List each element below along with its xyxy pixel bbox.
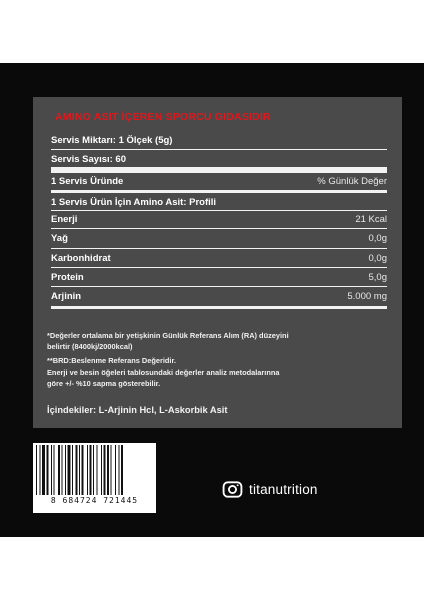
nutrient-row [51, 290, 387, 303]
footnote-line: *Değerler ortalama bir yetişkinin Günlük Referans Alım (RA) düzeyini [47, 331, 289, 340]
footnote-line: Enerji ve besin öğeleri tablosundaki değerler analiz metodalarınna [47, 368, 280, 377]
divider [51, 210, 387, 211]
profile-heading-row [51, 196, 387, 209]
per-serving-label: 1 Servis Üründe [51, 176, 124, 187]
divider-medium [51, 306, 387, 309]
footnote-line: göre +/- %10 sapma gösterebilir. [47, 379, 161, 388]
nutrition-panel [33, 97, 402, 428]
nutrient-value: 0,0g [368, 233, 387, 244]
footnote-ra [47, 330, 391, 352]
nutrient-row [51, 252, 387, 265]
ingredients: İçindekiler: L-Arjinin Hcl, L-Askorbik Asit [47, 405, 228, 415]
nutrient-row [51, 213, 387, 226]
serving-size: Servis Miktarı: 1 Ölçek (5g) [51, 135, 173, 146]
nutrient-name: Enerji [51, 214, 78, 225]
divider-medium [51, 190, 387, 193]
social-handle [222, 481, 318, 498]
nutrient-name: Protein [51, 272, 84, 283]
nutrient-value: 5,0g [368, 272, 387, 283]
divider [51, 248, 387, 249]
nutrient-name: Arjinin [51, 291, 82, 302]
footnote-line: belirtir (8400kj/2000kcal) [47, 342, 133, 351]
nutrient-value: 0,0g [368, 253, 387, 264]
footnote-tolerance [47, 367, 391, 389]
divider-thick [51, 167, 387, 173]
nutrient-row [51, 271, 387, 284]
divider [51, 286, 387, 287]
social-handle-text: titanutrition [249, 482, 318, 497]
nutrient-row [51, 232, 387, 245]
servings-count-row [51, 153, 387, 166]
footnote-brd [47, 355, 391, 366]
footnote-line: **BRD:Beslenme Referans Değeridir. [47, 356, 176, 365]
profile-heading: 1 Servis Ürün İçin Amino Asit: Profili [51, 197, 217, 208]
instagram-icon [222, 481, 243, 498]
nutrient-name: Yağ [51, 233, 68, 244]
divider [51, 149, 387, 150]
nutrient-name: Karbonhidrat [51, 253, 111, 264]
barcode-bars [36, 445, 153, 497]
divider [51, 228, 387, 229]
label-title: AMINO ASIT İÇEREN SPORCU GIDASIDIR [55, 111, 271, 123]
nutrient-value: 5.000 mg [347, 291, 387, 302]
divider [51, 267, 387, 268]
barcode-number: 8 684724 721445 [50, 496, 139, 505]
serving-size-row [51, 134, 387, 147]
per-serving-row [51, 175, 387, 188]
nutrient-value: 21 Kcal [355, 214, 387, 225]
daily-value-label: % Günlük Değer [317, 176, 387, 187]
barcode [33, 443, 156, 513]
servings-count: Servis Sayısı: 60 [51, 154, 126, 165]
